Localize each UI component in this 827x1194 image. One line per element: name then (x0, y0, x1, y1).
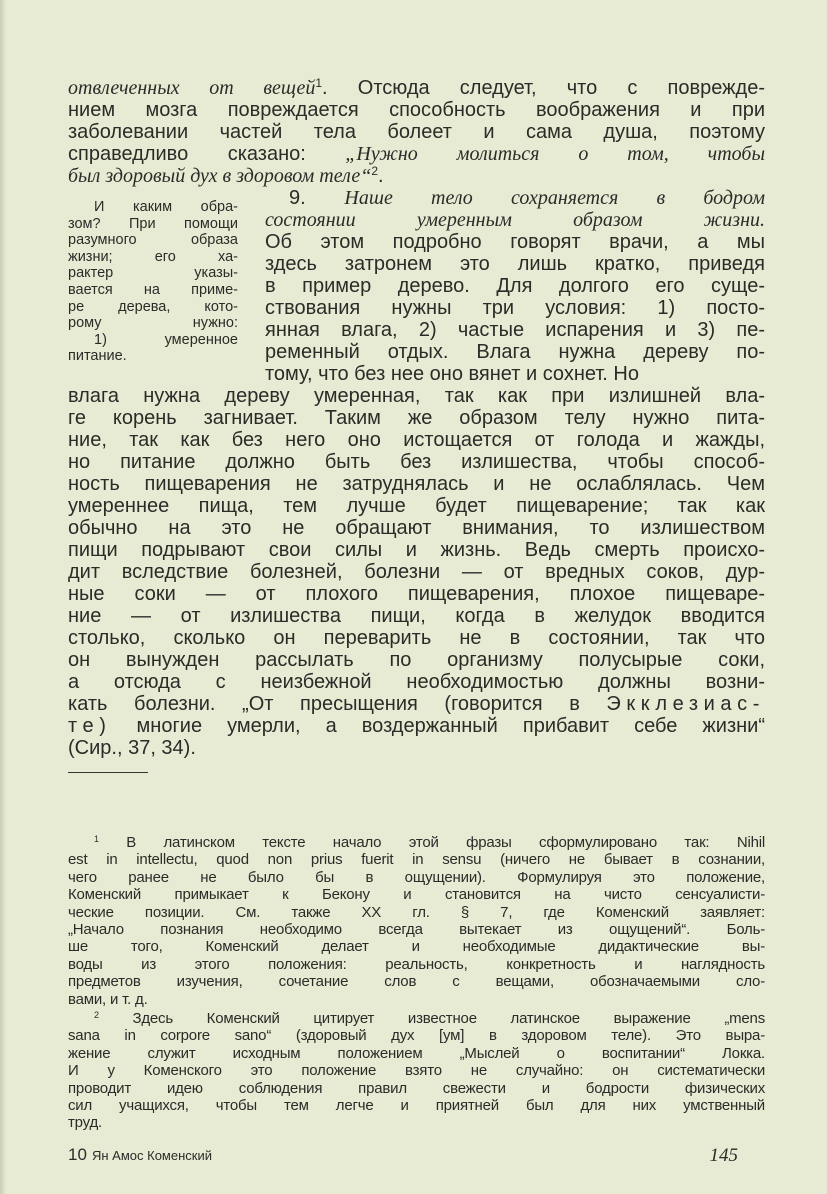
footnote-2 (68, 1010, 765, 1132)
page-edge-shadow (0, 0, 6, 1194)
footnote-marker: 2 (371, 165, 379, 179)
text-line (68, 834, 765, 851)
text-line: И у Коменского это положение взято не случайно: он систематически (68, 1062, 765, 1080)
text-line: 1) умеренное (94, 331, 238, 348)
text-line: ременный отдых. Влага нужна дереву по- (265, 341, 765, 363)
text-line: предметов изучения, сочетание слов с вещами, обозначаемыми сло- (68, 973, 765, 991)
text-segment: . Отсюда следует, что с поврежде- (322, 77, 765, 99)
emphasized-text: был здоровый дух в здоровом теле“ (68, 165, 372, 187)
text-line: труд. (68, 1114, 102, 1132)
text-line: тому, что без нее оно вянет и сохнет. Но (265, 363, 639, 385)
emphasized-text: отвлеченных от вещей (68, 77, 316, 99)
text-line (68, 77, 765, 99)
footnote-1 (68, 834, 765, 1008)
text-segment: В латинском тексте начало этой фразы сформулировано так: Nihil (98, 834, 765, 851)
text-line: жение служит исходным положением „Мыслей о воспитании“ Локка. (68, 1044, 765, 1062)
text-line: чего ранее не было бы в ощущении). Формулируя это положение, (68, 868, 765, 886)
body-text-opening (68, 77, 765, 187)
text-line: ствования нужны три условия: 1) посто- (265, 297, 765, 319)
emphasized-text: Наше тело сохраняется в бодром (344, 187, 765, 209)
footnote-marker: 1 (315, 77, 323, 91)
text-line: дит вследствие болезней, болезни — от вредных соков, дур- (68, 561, 765, 583)
emphasized-text: „Нужно молиться о том, чтобы (345, 143, 765, 165)
text-line (265, 187, 765, 209)
text-line (68, 693, 765, 715)
text-line: в пример дерево. Для долгого его суще- (265, 275, 765, 297)
text-segment: Экклезиас- (606, 693, 765, 715)
text-line: Коменский примыкает к Бекону и становится на чисто сенсуалисти- (68, 886, 765, 904)
text-line: вами, и т. д. (68, 990, 148, 1008)
text-line: проводит идею соблюдения правил свежести и бодрости физических (68, 1079, 765, 1097)
text-line: вается на приме- (68, 281, 238, 298)
text-line: зом? При помощи (68, 215, 238, 232)
text-line (68, 143, 765, 165)
text-line (68, 1010, 765, 1027)
section-9-text (265, 187, 765, 385)
text-line: здесь затронем это лишь кратко, приведя (265, 253, 765, 275)
footnote-divider (68, 772, 148, 773)
footnote-marker: 2 (94, 1010, 99, 1021)
page-footer (68, 1145, 738, 1167)
text-line: ше того, Коменский делает и необходимые дидактические вы- (68, 938, 765, 956)
text-line: обычно на это не обращают внимания, то излишеством (68, 517, 765, 539)
text-line: умереннее пища, тем лучше будет пищеварение; так как (68, 495, 765, 517)
page-number: 145 (709, 1145, 738, 1166)
emphasized-text: состоянии умеренным образом жизни. (265, 209, 765, 231)
text-segment: 9. (289, 187, 345, 209)
text-line: ные соки — от плохого пищеварения, плохое пищеваре- (68, 583, 765, 605)
text-line: питание. (68, 348, 127, 365)
text-line: ре дерева, кото- (68, 298, 238, 315)
text-line: он вынужден рассылать по организму полусырые соки, (68, 649, 765, 671)
text-segment: . (378, 165, 384, 187)
text-line: заболевании частей тела болеет и сама душа, поэтому (68, 121, 765, 143)
text-line (68, 165, 765, 187)
text-line (265, 209, 765, 231)
text-segment: справедливо сказано: (68, 143, 346, 165)
text-line: рому нужно: (68, 315, 238, 332)
text-line: воды из этого положения: реальность, конкретность и наглядность (68, 955, 765, 973)
text-segment: многие умерли, а воздержанный прибавит себе жизни“ (111, 715, 765, 737)
text-line: est in intellectu, quod non prius fuerit in sensu (ничего не бывает в сознании, (68, 851, 765, 869)
text-line: ние — от излишества пищи, когда в желудок вводится (68, 605, 765, 627)
text-line: нием мозга повреждается способность воображения и при (68, 99, 765, 121)
text-line: ние, так как без него оно истощается от голода и жажды, (68, 429, 765, 451)
text-line (68, 715, 765, 737)
text-line: sana in corpore sano“ (здоровый дух [ум] в здоровом теле). Это выра- (68, 1027, 765, 1045)
text-line: ность пищеварения не затруднялась и не ослаблялась. Чем (68, 473, 765, 495)
body-text-continued (68, 385, 765, 759)
text-line: сил учащихся, чтобы тем легче и приятней был для них умственный (68, 1096, 765, 1114)
text-segment: кать болезни. „От пресыщения (говорится в (68, 693, 607, 715)
text-line: янная влага, 2) частые испарения и 3) пе- (265, 319, 765, 341)
text-line: влага нужна дереву умеренная, так как при излишней вла- (68, 385, 765, 407)
text-line: но питание должно быть без излишества, чтобы способ- (68, 451, 765, 473)
text-segment: Здесь Коменский цитирует известное латинское выражение „mens (98, 1010, 765, 1027)
text-line: столько, сколько он переварить не в состоянии, так что (68, 627, 765, 649)
signature-mark: 10 (68, 1145, 87, 1164)
text-line: разумного образа (68, 232, 238, 249)
text-line: ческие позиции. См. также XX гл. § 7, где Коменский заявляет: (68, 903, 765, 921)
text-line: Об этом подробно говорят врачи, а мы (265, 231, 765, 253)
text-line: рактер указы- (68, 265, 238, 282)
margin-note (68, 199, 238, 365)
text-line: а отсюда с неизбежной необходимостью должны возни- (68, 671, 765, 693)
text-line: (Сир., 37, 34). (68, 737, 196, 759)
text-line: жизни; его ха- (68, 248, 238, 265)
footnote-marker: 1 (94, 834, 99, 845)
text-line: И каким обра- (94, 199, 238, 215)
text-segment: те) (68, 715, 112, 737)
text-line: пищи подрывают свои силы и жизнь. Ведь смерть происхо- (68, 539, 765, 561)
running-author: Ян Амос Коменский (92, 1148, 212, 1163)
text-line: „Начало познания необходимо всегда вытекает из ощущений“. Боль- (68, 920, 765, 938)
text-line: ге корень загнивает. Таким же образом телу нужно пита- (68, 407, 765, 429)
